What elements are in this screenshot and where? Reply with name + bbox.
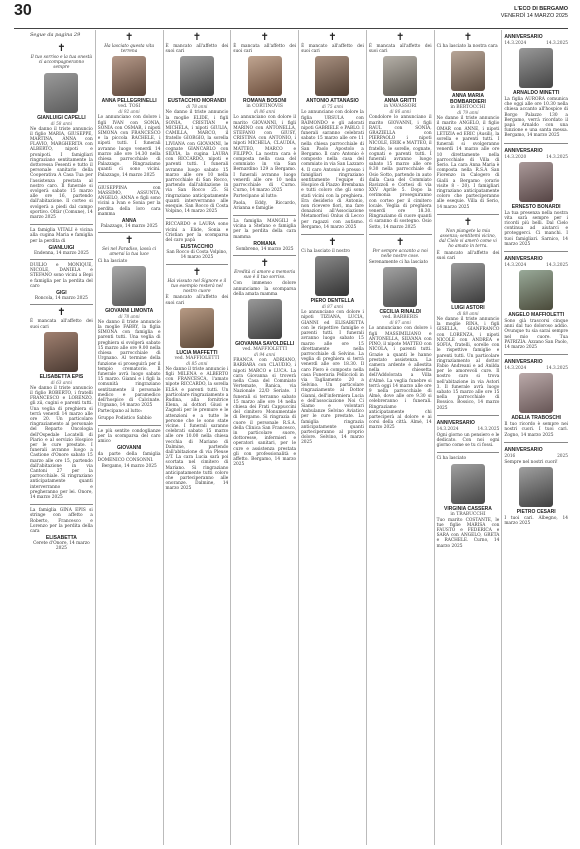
notice-quote: Per sempre accanto a noi nelle nostre cose.: [372, 248, 428, 260]
notice-text: Tuo marito COSTANTE, le tue figlie MARISA con FAUSTO e FEDERICA e SARA con ANGELO, GRETA e RACHELE. Curno, 14 marzo 2025: [436, 517, 500, 549]
notice-place: Palazzago, 14 marzo 2025: [100, 224, 158, 230]
deceased-age: di 94 anni: [254, 352, 276, 358]
anniversary-date-from: 14.3.2020: [504, 154, 527, 160]
notice-place: Bergamo, 14 marzo 2025: [101, 463, 157, 469]
notice-text: da parte della famiglia DOMENICO CONSONNI.: [97, 452, 161, 463]
notice-text: Lo annunciano con dolore i nipoti TIZIANA, LUCIA, GIANNI ed ELISABETTA con le rispettive famiglie e parenti tutti. I funerali avranno luogo sabato 15 marzo alle ore 15 direttamente nella parrocchiale di Selvino. La veglia di preghiera si terrà venerdì alle ore 18.30. Il caro Piero è composto nella casa Funeraria Pelliccioli in via Tagliamento 20 a Selvino. Un particolare ringraziamento al Dottor Gianni, dell'infermiera Lucia e dell'associazione Noi Ci Siamo e volontari Ambulanze Selvino Aviatico per le cure prestate. La famiglia ringrazia anticipatamente quanti parteciperanno al proprio dolore. Selvino, 14 marzo 2025: [301, 310, 364, 446]
deceased-name: ELISABETTA EPIS: [39, 373, 84, 380]
notice-text: Sempre nel nostri cuori!: [504, 459, 558, 465]
notice-text: Lo annunciano con dolore la figlia URSULA con RAIMONDO e gli adorati nipoti GABRIELE e PABLO. I funerali saranno celebrati sabato 15 marzo alle ore 11 nella chiesa parrocchiale di San Paolo Apostolo a Bergamo. Il caro Antonio è composto nella casa del commiato in via San Lazzaro 4. Il caro Antonio è presso i famigliari ringraziano sentitamente l'equipe di Hospice di Piazzo Brembana e tutti coloro che gli sono stati vicini con la preghiera. Era desiderio di Antonio, non ricevere fiori, ma fare donazioni all'Associazione Metamorfosi Onlus di Lecco per ragazzi con autismo. Bergamo, 14 marzo 2025: [301, 110, 364, 230]
notice-quote: Il tuo sorriso e la tua onestà ci accompagneranno sempre: [30, 55, 93, 71]
portrait-photo: [248, 56, 282, 96]
deceased-age: di 87 anni: [321, 304, 344, 310]
notice-text: I tuoi cari. Albegno, 14 marzo 2025: [504, 516, 568, 527]
deceased-age: di 79 anni: [457, 110, 479, 116]
cross-icon: ✝: [260, 32, 269, 43]
column-6: [367, 30, 435, 845]
notice-text: Lo annunciano con dolore i figli IVAN con SONIA, SONIA con OSMAR, i nipoti SIMONA con FRANCESCO e la piccola RACHELE, i nipoti tutti. I funerali avranno luogo venerdì 14 marzo alle ore 14.30 nella chiesa parrocchiale di Palazzago. Ringraziamo quanti ci sono vicini. Palazzago, 14 marzo 2025: [97, 115, 161, 178]
cross-icon: ✝: [463, 216, 473, 228]
notice-gritti: [369, 30, 432, 235]
anniversary-dates: [504, 366, 568, 371]
anniversary-date-to: 14.3.2025: [546, 154, 568, 160]
deceased-name: ARNALDO MINETTI: [512, 90, 560, 96]
notice-text: È mancato all'affetto dei suoi cari: [165, 44, 229, 55]
portrait-photo: [180, 56, 214, 96]
notice-riccardo-laura: [166, 219, 229, 264]
notice-text: È mancato all'affetto dei suoi cari: [301, 44, 364, 55]
portrait-photo: [451, 263, 485, 303]
anniversary-date-from: 14.3.2024: [504, 366, 527, 372]
notice-text: Ci ha lasciato la nostra cara: [436, 44, 498, 49]
deceased-age: di 86 anni: [254, 109, 276, 115]
notice-text: RICCARDO e LAURA sono vicini a Elide, Sonia e Cristian per la scomparsa del caro papà: [165, 222, 229, 244]
column-anniversaries: [502, 30, 570, 845]
notice-text: È mancata all'affetto dei suoi cari: [30, 319, 93, 330]
notice-text: Lo annunciano con dolore i figli MASSIMILIANO e ANTONELLA, SILVANA con PINO, il nipote MATTEO con NICOLA, i parenti tutti. Grazie a quanti le hanno prestato assistenza. La camera ardente è allestita nella chiesetta dell'Addolorata a Villa d'Almè. La veglia funebre si terrà oggi 14 marzo alle ore 9 nella parrocchiale di Almè, dove alle ore 9.30 si celebreranno i funerali. Ringraziamo anticipatamente chi parteciperà al dolore e ai corsi della città. Almè, 14 marzo 2025: [368, 326, 432, 431]
deceased-surname-note: ved. BARBERIS: [382, 315, 419, 321]
cross-icon: ✝: [57, 307, 66, 319]
cross-icon: ✝: [396, 236, 405, 248]
notice-text: Condolore lo annunciano il marito GIOVANNI, i figli RAUL con SONIA, GRAZIELLA con PIERPAOLO i nipoti NICOLE, ERIK e MATTEO, il fratello, le sorelle, cognate, cognati e parenti tutti. I funerali avranno luogo sabato 15 marzo alle ore 9.30 nella parrocchiale di Osio Sotto, partendo in auto dalla Casa del Commiato Ravizzoli e Cortesi di via XXV Aprile 5. Dopo la cerimonia proseguiranno con corteo per il cimitero locale. Veglia di preghiera venerdì ore 18.30. Ringraziamo di cuore quanti ci saranno di sostegno. Osio Sotto, 14 marzo 2025: [368, 115, 432, 230]
anniversary-cesari: [504, 443, 568, 531]
notice-capelli: [30, 41, 93, 225]
deceased-age: di 78 anni: [186, 104, 208, 110]
column-5: [299, 30, 367, 845]
continued-note: Segue da pagina 29: [30, 32, 81, 38]
deceased-name: ANNA GRITTI: [384, 98, 417, 105]
column-7: [435, 30, 503, 845]
notice-morandi: [166, 30, 229, 219]
anniversary-title: ANNIVERSARIO: [504, 446, 543, 453]
notice-text: È mancato all'affetto dei suoi cari: [165, 295, 229, 306]
notice-text: Ci ha lasciato: [436, 456, 467, 462]
deceased-name: LUIGI ASTORI: [451, 305, 485, 312]
portrait-photo: [315, 56, 349, 96]
deceased-name: ROMANA BOSONI: [242, 98, 287, 105]
portrait-photo: [383, 267, 417, 307]
deceased-age: di 58 anni: [50, 120, 72, 126]
column-1: [28, 30, 96, 845]
notice-place: Endenna, 14 marzo 2025: [34, 250, 89, 256]
notice-text: Le più sentite condoglianze per la scomparsa del caro amico: [97, 428, 161, 445]
notice-savoldelli: [233, 256, 296, 471]
column-2: [96, 30, 164, 845]
notice-mangili: [233, 216, 296, 256]
notice-text: Lo annunciano con dolore il marito GIOVANNI, i figli MARINO con ANTONELLA, STEFANO con GIUSY, CRISTINA con ANTONIO, i nipoti MICHELA, CLAUDIA, MATTEO, MARCO e FILIPPO. La nostra cara è composta nella casa del commiato in via San Bernardino 129 a Bergamo. I funerali avranno luogo venerdì alle ore 10 nella parrocchiale di Curno. Curno, 14 marzo 2025: [233, 115, 297, 194]
deceased-surname-note: ved. MAFFIOLETTI: [242, 347, 287, 353]
deceased-name: GIOVANNI LIMONTA: [105, 307, 154, 314]
anniversary-date-to: 14.3.2025: [477, 426, 500, 432]
deceased-name: ANNA MARIA BOMBARDIERI: [450, 93, 486, 106]
notice-text: La famiglia GINA EPIS si stringe con affetto a Roberto, Francesco e Lorenzo per la perdita della cara: [30, 508, 93, 534]
portrait-photo: [519, 270, 553, 310]
notice-bosoni: [233, 30, 296, 216]
condolence-heading: Partecipano al lutto:: [97, 409, 143, 415]
notice-text: Ci ha lasciato il nostro: [301, 249, 350, 255]
notice-text: Con immenso dolore annunciamo la scomparsa della amata mamma: [233, 281, 297, 297]
deceased-name: ERNESTO BONARDI: [511, 203, 561, 210]
notice-pellegrinelli: [98, 30, 161, 183]
portrait-photo: [519, 48, 553, 88]
anniversary-minetti: [504, 30, 568, 144]
deceased-name: LUCIA MAFFETTI: [176, 349, 218, 356]
notice-text: Ne danno il triste annuncio i figli MILENA e ALBERTO con FRANCESCA, l'amato nipote RICCARDO, la sorella ELSA e parenti tutti. Un particolare ringraziamento a Rudina, alla fornitrice Elena, ai dottori Giusi e Zagnoli per le premure e le attenzioni e a tutte le persone che le sono state vicine. I funerali saranno celebrati sabato 15 marzo alle ore 10.00 nella chiesa vecchia di Mariano di Dalmine, partendo dall'abitazione di via Pleuse 2/T. La cara Lucia sarà poi scortata nel cimitero di Mariano. Si ringraziano anticipatamente tutti coloro che parteciperanno alle onoranze. Dalmine, 14 marzo 2025: [165, 366, 229, 492]
portrait-photo: [383, 56, 417, 96]
notice-vitali: [30, 225, 93, 260]
anniversary-date-from: 14.3.2024: [436, 426, 459, 432]
deceased-name: PIERO DENTELLA: [310, 298, 355, 305]
deceased-age: di 75 anni: [321, 104, 344, 110]
notice-text: DUILIO e MONIQUE, NICOLE, DANIELA e STEFANO sono vicini a Bepi e famiglia per la perdita del caro: [30, 263, 93, 289]
anniversary-title: ANNIVERSARIO: [504, 147, 543, 154]
notice-text: FRANCA con ADRIANO, BARBARA con CLAUDIO, i nipoti MARCO e LUCA. La cara Giovanna si troverà nella Casa del Commiato Vertemate, Ranica, via Nazionale 22/D Seriate. I funerali si terranno sabato 15 marzo alle ore 14 nella chiesa dei Frati Cappuccini del cimitero Monumentale di Bergamo. Si ringrazia di cuore il personale R.S.A. della Clinica San Francesco, in particolare suore, dottoresse, infermieri e operatori sanitari, per le cure e assistenza prestata gli con professionalità e affetto. Bergamo, 14 marzo 2025: [233, 358, 297, 468]
deceased-age: di 92 anni: [118, 109, 140, 115]
column-3: [164, 30, 232, 845]
notice-text: Ogni giorno un pensiero e le dedicato. Con noi ogni giorno come se tu ci fossi.: [436, 432, 500, 449]
portrait-photo: [519, 162, 553, 202]
notice-text: Ne danno il triste annuncio il figlio MARIA, GIUSEPPE, MARTINA, ANNA con FLAVIO, MARGHERITA con ALBERTO, nipoti e pronipoti. I famigliari ringraziano sentitamente la dottoressa Fesenti e tutto il personale sanitario della Cooperativa A Casa Tua per l'assistenza prestata al nostro caro. Il funerale si svolgerà sabato 15 marzo alle ore 16, partendo dall'abitazione. Il corteo si svolgerà a piedi dal campo sportivo. Oltàr (Comune), 14 marzo 2025: [30, 126, 93, 221]
deceased-name: GIOVANNA SAVOLDELLI: [235, 341, 295, 348]
notice-text: La famiglia VITALI è vicina alla cugina Maria e famiglia per la perdita di: [30, 228, 93, 244]
notice-consonni: [98, 426, 161, 472]
notice-text: Ne danno il triste annuncio il figlio ROBERTO, i fratelli FRANCESCO e LORENZO, gli zii, cugini e parenti tutti. Una veglia di preghiera si terrà venerdì 14 marzo alle ore 20. Un particolare ringraziamento al personale del Reparto Oncologia dell'Ospedale Locatelli di Piario e al servizio Hospice per le cure prestate. I funerali avranno luogo a Castione d'Onore sabato 15 marzo alle ore 15, partendo dall'abitazione in via Cantoni 27 per la parrocchiale. Si ringraziano anticipatamente quanti interverranno e pregheranno per lei. Onore, 14 marzo 2025: [30, 385, 93, 500]
anniversary-title: ANNIVERSARIO: [504, 256, 543, 263]
masthead: [501, 6, 568, 20]
cross-icon: ✝: [124, 32, 134, 43]
portrait-photo: [451, 51, 485, 91]
cross-icon: ✝: [124, 235, 134, 247]
cross-icon: ✝: [328, 237, 337, 249]
notice-quote: Sei nel Paradiso, lassù ci amerai la tua luce: [102, 247, 157, 258]
deceased-name: ADELIA TRABOSCHI: [511, 415, 561, 422]
anniversary-date-from: 14.3.2024: [504, 41, 527, 46]
notice-text: GIUSEPPINA con MASSIMO, ASSUNTA, ANGELO, ANNA e figli sono vicini a Ivan e Sonia per la perdita della loro cara mamma: [97, 185, 161, 217]
anniversary-title: ANNIVERSARIO: [436, 419, 475, 426]
deceased-name: ANTONIO ATTANASIO: [306, 98, 359, 105]
notice-duilio: [30, 260, 93, 305]
deceased-surname-note: ved. MAFFIOLETTI: [174, 355, 220, 361]
portrait-photo: [180, 308, 214, 348]
anniversary-dates: [504, 155, 568, 160]
deceased-name: ELISABETTA: [45, 535, 77, 542]
obituary-columns: [28, 30, 570, 845]
notice-text: Ne danno il triste annuncio la moglie RINA, i figli GISELLA, GIANFRANCO con LORENZA, i nipoti NICOLE con ANDREA e SOFIA, fratelli, sorelle con le rispettive famiglie e parenti tutti. Un particolare ringraziamento al dottor Fabio Andreani e ad Anilda per le amorevoli cure. Il nostro caro si trova nell'abitazione in via Astori 3. Il funerale avrà luogo sabato 15 marzo alle ore 15 nella parrocchiale di Bossico. Bossico, 14 marzo 2025: [436, 317, 500, 411]
deceased-name: EUSTACCHIO MORANDI: [167, 98, 226, 105]
anniversary-title: ANNIVERSARIO: [504, 359, 543, 366]
deceased-age: di 87 anni: [389, 320, 411, 326]
notice-text: Serenamente ci ha lasciato: [368, 260, 428, 266]
issue-date: VENERDÌ 14 MARZO 2025: [500, 13, 568, 19]
anniversary-date-to: 14.3.2025: [546, 366, 568, 372]
notice-place: San Rocco di Costa Volpino, 14 marzo 2025: [166, 250, 228, 261]
notice-maffetti: [166, 265, 229, 496]
notice-text: Ci ha lasciato: [97, 258, 128, 264]
cross-icon: ✝: [192, 32, 202, 43]
notice-text: Sono già trascorsi cinque anni dal tuo doloroso addio. Ovunque tu sia sarai sempre nel mio cuore. Tua PATRIZIA. Azzano San Paolo, 14 marzo 2025: [504, 319, 568, 351]
deceased-surname-note: in CORTINOVIS: [246, 104, 283, 110]
portrait-photo: [248, 299, 282, 339]
notice-text: La tua presenza nella nostra vita sarà sempre per i ricordi più belli. Dal Cielo continua ad aiutarci e proteggerci. Ci manchi. I tuoi famigliari. Sarnico, 14 marzo 2025: [504, 210, 568, 247]
deceased-surname-note: in VAVASSORI: [383, 104, 417, 110]
deceased-name: CECILIA RINALDI: [379, 309, 421, 316]
cross-icon: ✝: [463, 32, 473, 43]
notice-quote: Non piangete la mia assenza; sentitemi vicino, dal Cielo vi amerò come vi ho amato in terra.: [439, 228, 497, 250]
deceased-name: GIGI: [56, 290, 67, 297]
anniversary-date-from: 14.3.2024: [504, 263, 527, 269]
notice-place: Sombreno, 14 marzo 2025: [235, 246, 294, 252]
anniversary-date-to: 14.3.2025: [546, 41, 568, 46]
notice-giuseppina: [98, 183, 161, 233]
notice-quote: Hai vissuto nel Signore e il tuo esempio resterà nel nostro cuore: [167, 278, 227, 295]
deceased-age: di 63 anni: [50, 379, 72, 385]
paper-name: L'ECO DI BERGAMO: [514, 6, 568, 12]
notice-gina-epis: [30, 505, 93, 554]
deceased-name: ANNA PELLEGRINELLI: [101, 98, 157, 105]
notice-text: È mancata all'affetto dei suoi cari: [233, 44, 297, 55]
notice-limonta: [98, 233, 161, 425]
deceased-age: di 85 anni: [186, 360, 208, 366]
notice-bombardieri: [437, 30, 500, 215]
deceased-age: di 86 anni: [389, 109, 411, 115]
notice-quote: Ha lasciato questa vita terrena: [104, 44, 155, 55]
deceased-age: di 78 anni: [118, 313, 140, 319]
deceased-name: ANNA: [121, 218, 137, 225]
cross-icon: ✝: [396, 32, 405, 43]
anniversary-notice: [437, 416, 500, 454]
page-number: 30: [14, 2, 32, 19]
portrait-photo: [451, 464, 485, 504]
notice-astori: [437, 215, 500, 416]
condolence-heading: Partecipano al lutto:: [233, 194, 278, 200]
deceased-name: PIETRO CESARI: [516, 509, 556, 516]
deceased-name: EUSTACCHIO: [180, 244, 214, 251]
deceased-name: ROMANA: [253, 240, 276, 247]
cross-icon: ✝: [192, 266, 202, 278]
notice-text: Ne danno il triste annuncio il marito ANGELO, il figlio OMAR con ANNE, i nipoti LETIZIA ed ERIC (Ausili), la sorella e parenti tutti. I funerali si svolgeranno venerdì 14 marzo alle ore 10 direttamente nella parrocchiale di Villa di Serio. La cara Anna Maria è composta nella R.S.A San Fiorenzo in Calogero di Gialli a Bergamo (orario visite 8 - 20). I famigliari ringraziano anticipatamente coloro che parteciperanno alle esequie. Villa di Serio, 14 marzo 2025: [436, 116, 500, 210]
notice-text: È mancata all'affetto dei suoi cari: [368, 44, 432, 55]
deceased-name: ANGELO MAFFIOLETTI: [508, 312, 565, 319]
anniversary-date-from: 2016: [504, 453, 516, 459]
deceased-surname-note: in TRABUCCHI: [450, 511, 486, 517]
anniversary-date-to: 2025: [557, 453, 568, 459]
anniversary-dates: [504, 263, 568, 268]
portrait-photo: [112, 56, 146, 96]
deceased-name: GIANLUIGI: [48, 244, 75, 251]
portrait-photo: [44, 332, 78, 372]
anniversary-traboschi: [504, 355, 568, 443]
notice-text: La figlia AURORA comunica che oggi alle ore 10.30 nella chiesa accanto all'hospice di Borgo Palazzo 130 a Bergamo, verrà ricordato il papà Arnaldo con una funzione e una santa messa. Bergamo, 14 marzo 2025: [504, 97, 568, 139]
anniversary-dates: [504, 454, 568, 459]
portrait-photo: [44, 73, 78, 113]
portrait-photo: [112, 266, 146, 306]
page-header: [14, 4, 568, 29]
anniversary-dates: [437, 427, 500, 432]
notice-attanasio: [301, 30, 364, 235]
notice-place: Roncola, 14 marzo 2025: [34, 296, 88, 302]
deceased-name: VIRGINIA CASSERA: [444, 505, 492, 512]
cross-icon: ✝: [328, 32, 337, 43]
deceased-name: GIOVANNI: [116, 445, 142, 452]
notice-text: Ne danno il triste annuncio la moglie FABRY, la figlia SIMONA con famiglia e parenti tutti. Una veglia di preghiera si svolgerà sabato 15 marzo alle ore 9.00 nella chiesa parrocchiale di Urgnano. Al termine della funzione si proseguirà per il tempio crematorio. Il funerale avrà luogo sabato 15 marzo. Giannì e i figli la comunità ringraziano sentitamente il personale medico e paramedico dell'hospice di Calcinate. Urgnano, 14 marzo 2025: [97, 319, 161, 409]
cross-icon: ✝: [260, 258, 269, 270]
notice-text: È mancato all'affetto dei suoi cari: [436, 250, 500, 261]
deceased-name: GIANLUIGI CAPELLI: [37, 114, 86, 121]
deceased-surname-note: in BERTOCCHI: [450, 105, 486, 111]
notice-cassera: [437, 453, 500, 552]
notice-text: Il tuo ricordo è sempre nei nostri cuori. I tuoi cari. Zogno, 14 marzo 2025: [504, 422, 568, 438]
notice-place: Cerete d'Onore, 14 marzo 2025: [33, 541, 90, 552]
portrait-photo: [519, 373, 553, 413]
notice-rinaldi: [369, 235, 432, 435]
cross-icon: ✝: [57, 43, 66, 54]
condolence-group: Paola, Eddy, Riccardo, Arianna e famiglie: [233, 200, 297, 211]
deceased-age: di 88 anni: [457, 311, 479, 317]
notice-epis: [30, 305, 93, 505]
anniversary-title: ANNIVERSARIO: [504, 34, 543, 40]
notice-text: La famiglia MANGILI è vicina a Stefano e famiglia per la perdita della cara mamma: [233, 219, 297, 240]
portrait-photo: [315, 256, 349, 296]
portrait-photo: [519, 467, 553, 507]
condolence-group: Gruppo Podistico Sabbio: [97, 415, 152, 421]
anniversary-maffioletti: [504, 252, 568, 355]
anniversary-dates: [504, 41, 568, 46]
column-4: [231, 30, 299, 845]
notice-dentella: [301, 235, 364, 449]
anniversary-bonardi: [504, 144, 568, 252]
notice-text: Ne danno il triste annuncio la moglie ELIDE, i figli SONIA, CRISTIAN e MICHELA, i nipoti GIULIA, CAMILLA, MARCO, il fratello GIORGIO, la sorella LIVIANA con GIOVANNI, le cognate GIANCARLO con SILVIA, la cugina LAURA con RICCARDO, nipoti e parenti tutti. I funerali avranno luogo sabato 15 marzo alle ore 10 nella parrocchiale di San Rocco, partendo dall'abitazione in via San Rocco 25. Si ringraziano anticipatamente quanti interverranno alle esequie. San Rocco di Costa Volpino, 14 marzo 2025: [165, 110, 229, 215]
notice-quote: Eredità ci amore a memoria suo è il tuo sorriso.: [234, 270, 296, 281]
deceased-surname-note: ved. TOSI: [117, 104, 141, 110]
anniversary-date-to: 14.3.2025: [546, 263, 568, 269]
